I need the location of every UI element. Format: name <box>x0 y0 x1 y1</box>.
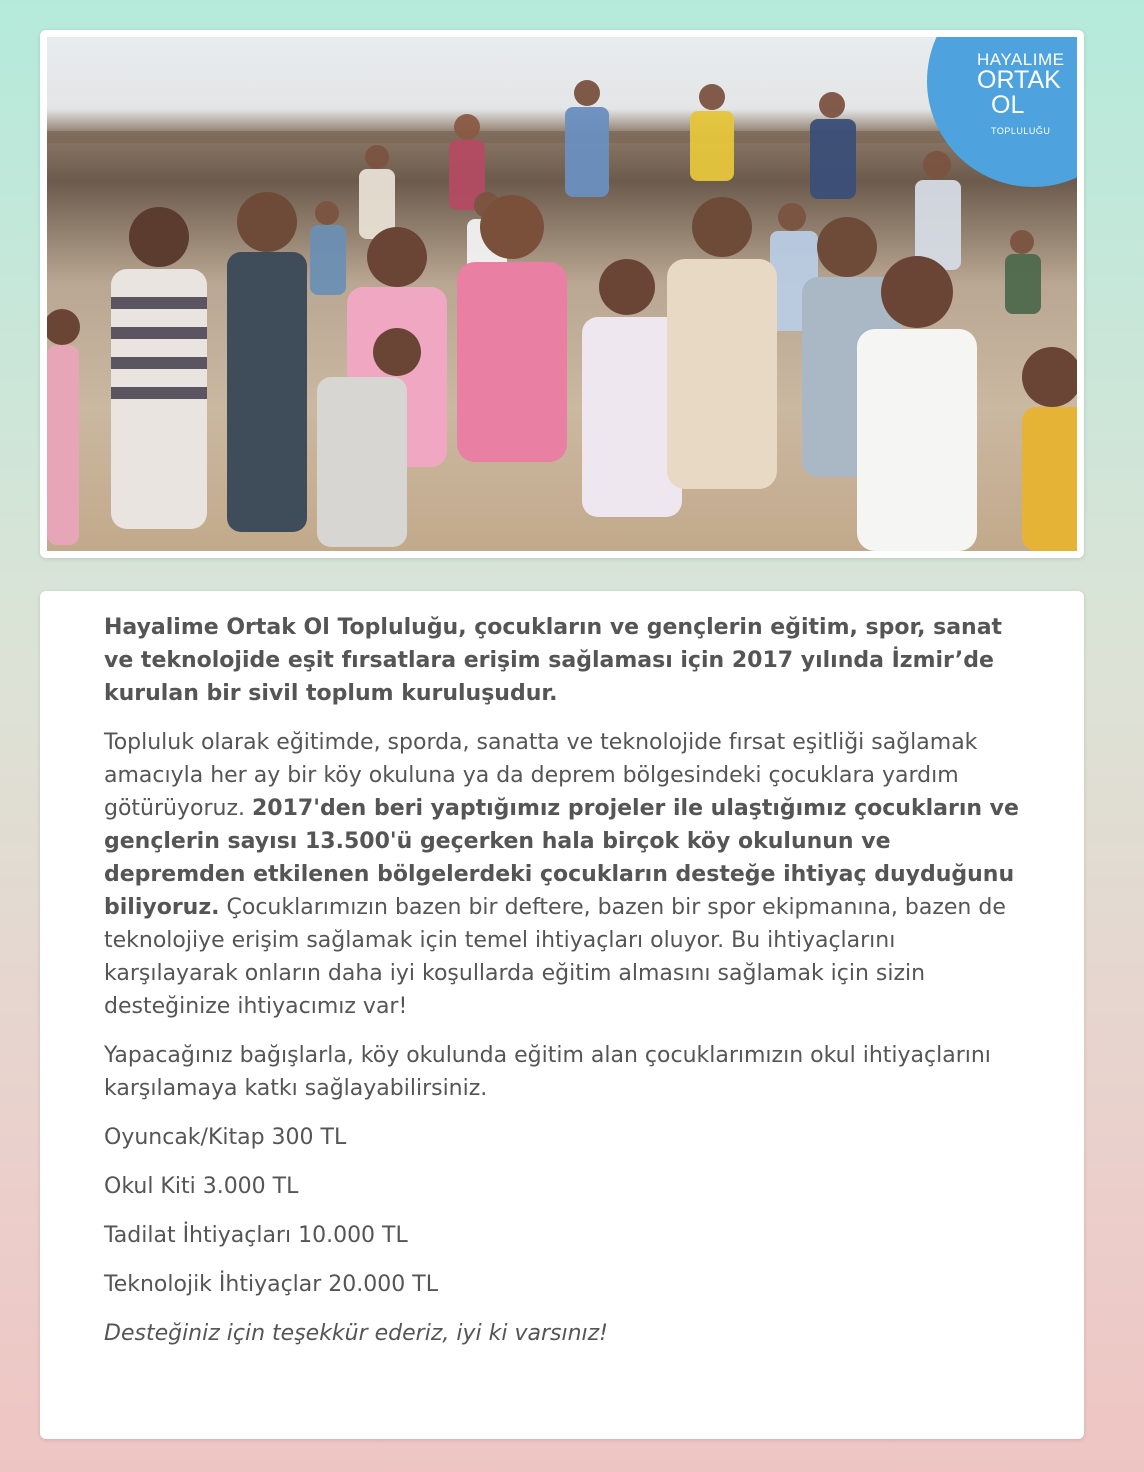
donation-item: Oyuncak/Kitap 300 TL <box>104 1125 347 1150</box>
description-card <box>40 591 1084 1439</box>
logo-line-3: OL <box>991 91 1025 119</box>
description-content <box>104 611 1024 1366</box>
hero-photo <box>47 37 1077 551</box>
mission-text-end: Çocuklarımızın bazen bir deftere, bazen bir spor ekipmanına, bazen de teknolojiye erişim sağlamak için temel ihtiyaçları oluyor. Bu ihtiyaçlarını karşılayarak onların daha iyi koşullarda eğitim almasını sağlamak için sizin desteğinize ihtiyacımız var! <box>104 895 1006 1019</box>
donation-item: Tadilat İhtiyaçları 10.000 TL <box>104 1223 408 1248</box>
mission-text-start: Topluluk olarak eğitimde, sporda, sanatta ve teknolojide fırsat eşitliği sağlamak amacıyla her ay bir köy okuluna ya da deprem bölgesindeki çocuklara yardım götürüyoruz. <box>104 730 978 821</box>
logo-line-4: TOPLULUĞU <box>991 126 1051 136</box>
logo-line-2: ORTAK <box>977 66 1061 94</box>
closing-note: Desteğiniz için teşekkür ederiz, iyi ki varsınız! <box>104 1321 609 1346</box>
intro-paragraph: Hayalime Ortak Ol Topluluğu, çocukların ve gençlerin eğitim, spor, sanat ve teknolojide eşit fırsatlara erişim sağlaması için 2017 yılında İzmir’de kurulan bir sivil toplum kuruluşudur. <box>104 615 1003 706</box>
mission-text-bold: 2017'den beri yaptığımız projeler ile ulaştığımız çocukların ve gençlerin sayısı 13.500'ü geçerken hala birçok köy okulunun ve depremden etkilenen bölgelerdeki çocukların desteğe ihtiyaç duyduğunu biliyoruz. <box>104 796 1019 920</box>
hayalime-ortak-ol-logo <box>977 51 1073 136</box>
logo-line-1: HAYALIME <box>977 50 1065 69</box>
donation-paragraph: Yapacağınız bağışlarla, köy okulunda eğitim alan çocuklarımızın okul ihtiyaçlarını karşılamaya katkı sağlayabilirsiniz. <box>104 1043 991 1101</box>
hero-image-card <box>40 30 1084 558</box>
children-group-photo <box>47 37 1077 551</box>
mission-paragraph <box>104 726 1024 1023</box>
donation-item: Okul Kiti 3.000 TL <box>104 1174 299 1199</box>
donation-item: Teknolojik İhtiyaçlar 20.000 TL <box>104 1272 438 1297</box>
